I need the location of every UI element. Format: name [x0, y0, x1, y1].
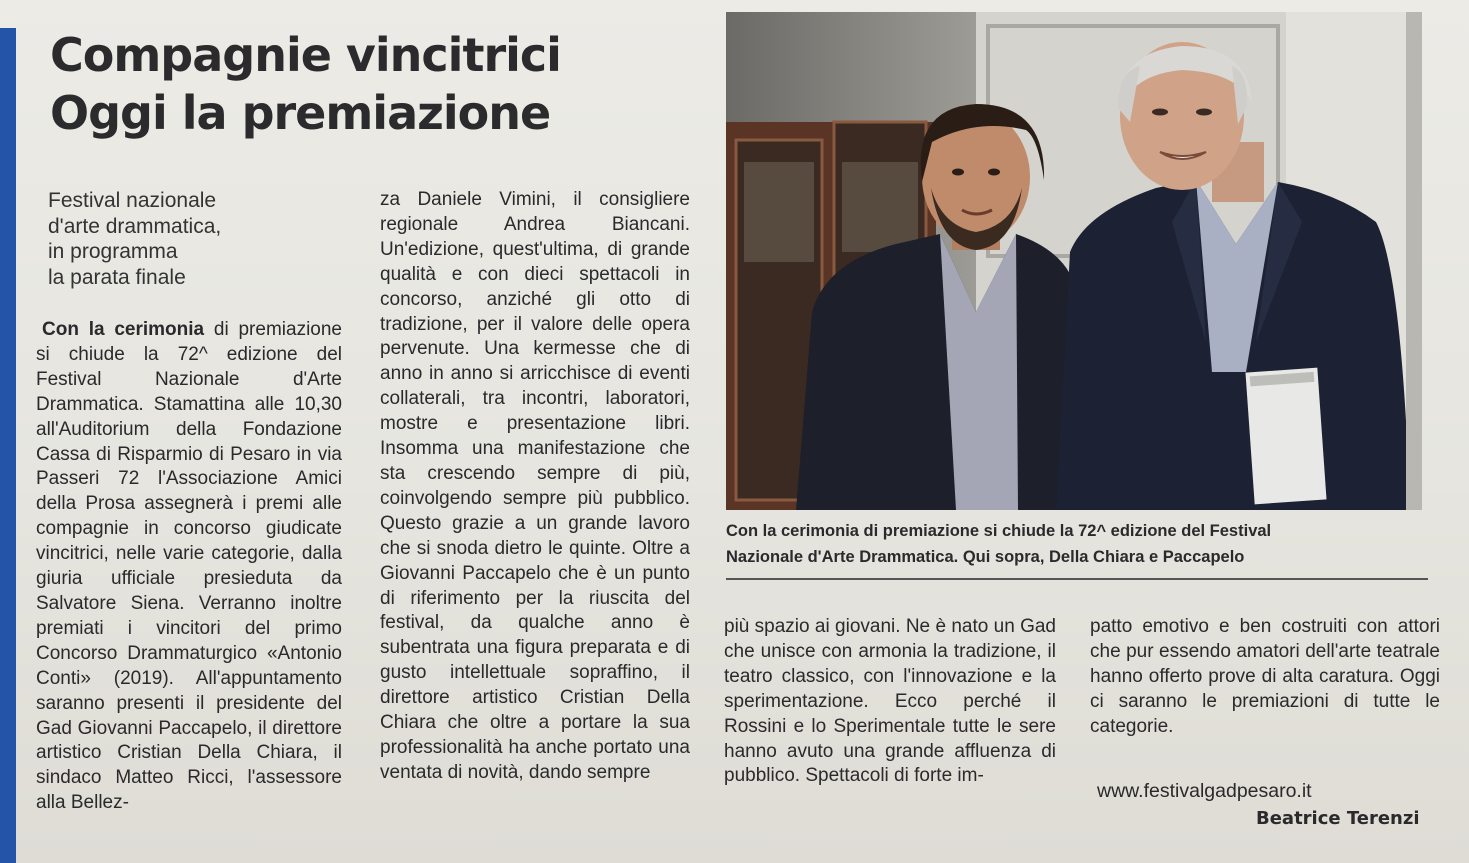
caption-divider	[726, 578, 1428, 580]
photo-illustration	[726, 12, 1422, 510]
headline-line-1: Compagnie vincitrici	[50, 28, 561, 82]
article-subtitle	[48, 188, 348, 290]
lead-in-text: Con la cerimonia	[42, 319, 205, 340]
festival-website: www.festivalgadpesaro.it	[1097, 780, 1312, 802]
article-column-1	[36, 318, 342, 816]
section-color-bar	[0, 28, 16, 863]
article-column-4: patto emotivo e ben costruiti con attori che pur essendo amatori dell'arte teatrale hanno offerto prove di alta caratura. Oggi ci saranno le premiazioni di tutte le categorie.	[1090, 616, 1440, 737]
subtitle-line-3: in programma	[48, 240, 178, 263]
article-headline	[50, 26, 730, 142]
caption-line-2: Nazionale d'Arte Drammatica. Qui sopra, Della Chiara e Paccapelo	[726, 548, 1245, 566]
subtitle-line-4: la parata finale	[48, 265, 186, 289]
subtitle-line-1: Festival nazionale	[48, 189, 217, 212]
article-column-3: più spazio ai giovani. Ne è nato un Gad che unisce con armonia la tradizione, il teatro classico, con l'innovazione e la sperimentazione. Ecco perché il Rossini e lo Sperimentale tutte le sere hanno avuto una grande affluenza di pubblico. Spettacoli di forte im-	[724, 616, 1056, 787]
headline-line-2: Oggi la premiazione	[50, 86, 551, 140]
author-byline: Beatrice Terenzi	[1256, 808, 1420, 829]
subtitle-line-2: d'arte drammatica,	[48, 214, 222, 238]
article-photo	[726, 12, 1422, 510]
column-1-text: di premiazione si chiude la 72^ edizione del Festival Nazionale d'Arte Drammatica. Stamattina alle 10,30 all'Auditorium della Fondazione Cassa di Risparmio di Pesaro in via Passeri 72 l'Associazione Amici della Prosa assegnerà i premi alle compagnie in concorso giudicate vincitrici, nelle varie categorie, dalla giuria ufficiale presieduta da Salvatore Siena. Verranno inoltre premiati i vincitori del primo Concorso Drammaturgico «Antonio Conti» (2019). All'appuntamento saranno presenti il presidente del Gad Giovanni Paccapelo, il direttore artistico Cristian Della Chiara, il sindaco Matteo Ricci, l'assessore alla Bellez-	[36, 319, 342, 814]
article-column-2: za Daniele Vimini, il consigliere regionale Andrea Biancani. Un'edizione, quest'ultima, di grande qualità e con dieci spettacoli in concorso, anziché gli otto di tradizione, per il valore delle opera pervenute. Una kermesse che di anno in anno si arricchisce di eventi collaterali, tra incontri, laboratori, mostre e presentazione libri. Insomma una manifestazione che sta crescendo sempre di più, coinvolgendo sempre più pubblico. Questo grazie a un grande lavoro che si snoda dietro le quinte. Oltre a Giovanni Paccapelo che è un punto di riferimento per la riuscita del festival, da qualche anno è subentrata una figura preparata e di gusto intellettuale sopraffino, il direttore artistico Cristian Della Chiara che oltre a portare la sua professionalità ha anche portato una ventata di novità, dando sempre	[380, 189, 690, 783]
photo-caption	[726, 518, 1426, 570]
caption-line-1: Con la cerimonia di premiazione si chiude la 72^ edizione del Festival	[726, 522, 1272, 540]
